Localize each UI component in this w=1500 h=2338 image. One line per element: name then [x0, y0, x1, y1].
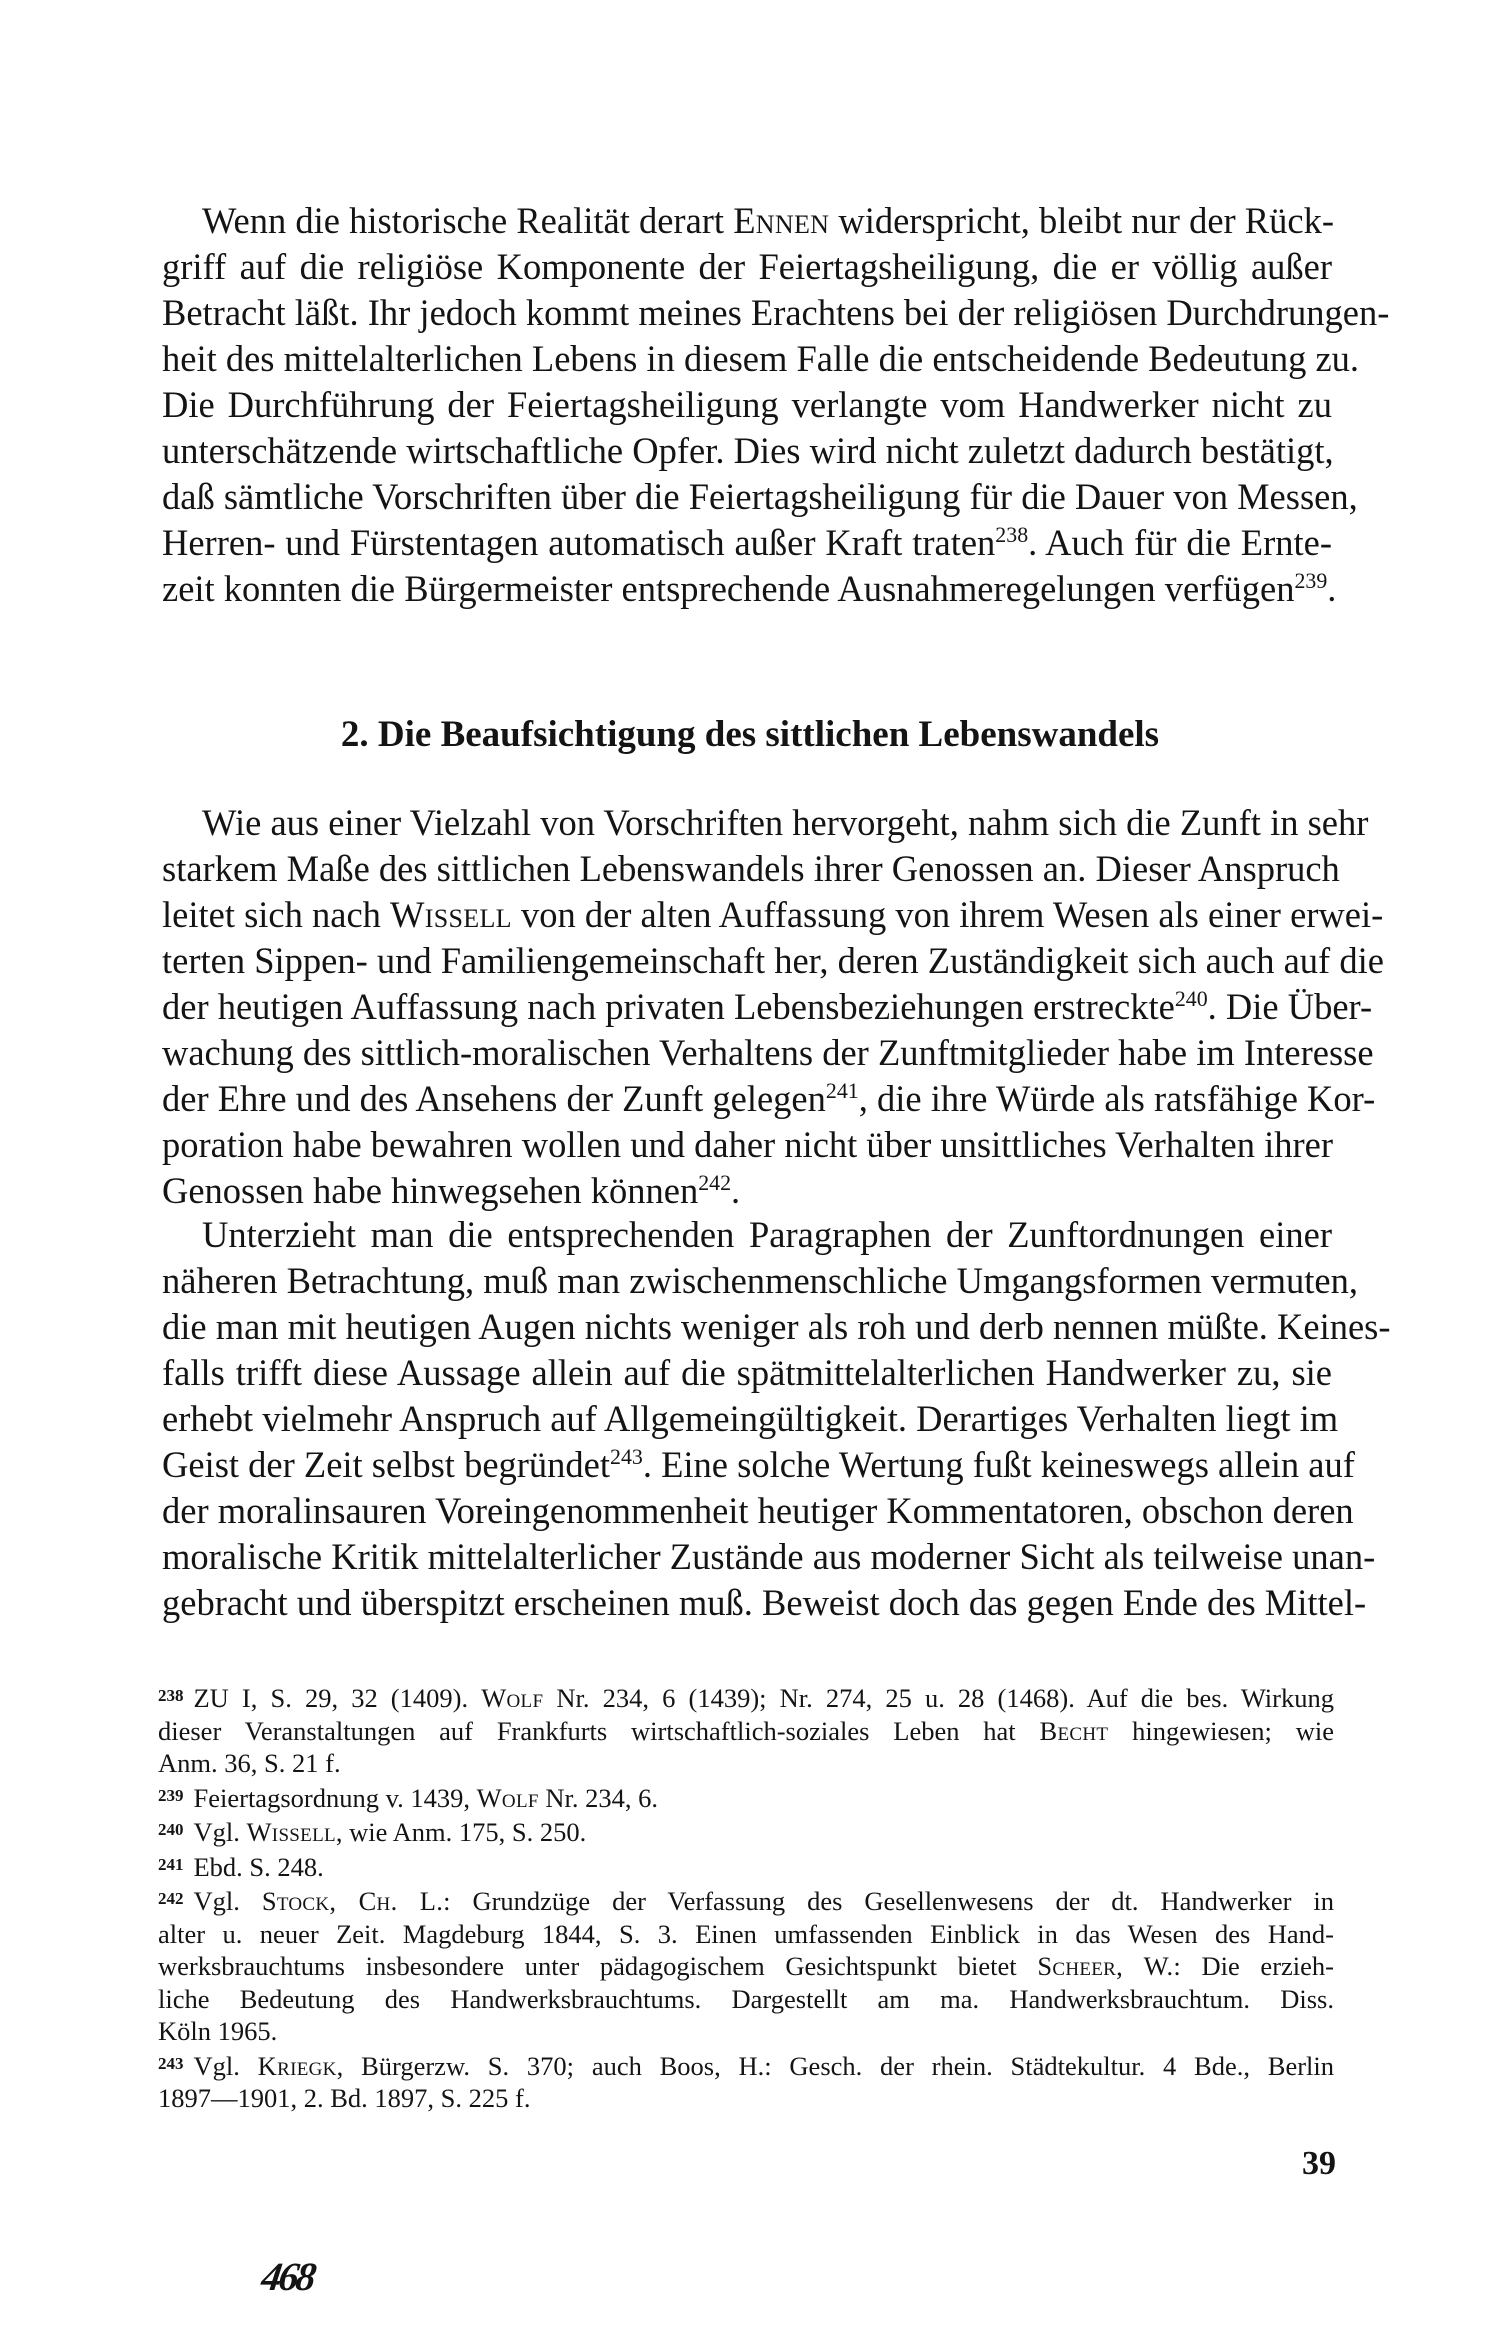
paragraph-lebenswandel	[162, 800, 1384, 1214]
footnote-line: liche Bedeutung des Handwerksbrauchtums. Dargestellt am ma. Handwerksbrauchtum. Diss.	[158, 1983, 1334, 2014]
paragraph-feiertagsheiligung	[162, 198, 1390, 612]
footnote-line: dieser Veranstaltungen auf Frankfurts wirtschaftlich-soziales Leben hat Becht hingewiesen; wie	[158, 1715, 1335, 1746]
text-line: gebracht und überspitzt erscheinen muß. Beweist doch das gegen Ende des Mittel-	[162, 1582, 1367, 1623]
author-name: Wissell	[390, 894, 512, 935]
author-name: Stock, Ch. L.	[261, 1886, 444, 1916]
footnote-ref: 243	[610, 1443, 643, 1469]
text-line: Herren- und Fürstentagen automatisch außer Kraft traten$^{238}$. Auch für die Ernte-	[162, 521, 1332, 563]
text-line: Betracht läßt. Ihr jedoch kommt meines Erachtens bei der religiösen Durchdrungen-	[162, 292, 1390, 333]
footnote-line: Anm. 36, S. 21 f.	[158, 1748, 341, 1778]
footnote-ref: 238	[995, 521, 1029, 547]
author-name: Becht	[1039, 1715, 1109, 1746]
footnote-241	[158, 1849, 1334, 1884]
handwritten-stamp: 468	[258, 2254, 317, 2299]
footnote-ref: 239	[1294, 567, 1328, 593]
text-line: daß sämtliche Vorschriften über die Feiertagsheiligung für die Dauer von Messen,	[162, 476, 1358, 517]
footnote-line: $^{241}$ Ebd. S. 248.	[158, 1851, 324, 1882]
author-name: Ennen	[733, 200, 830, 241]
text-line: falls trifft diese Aussage allein auf die spätmittelalterlichen Handwerker zu, sie	[162, 1352, 1332, 1393]
author-name: Kriegk	[257, 2050, 337, 2081]
footnote-line: werksbrauchtums insbesondere unter pädagogischem Gesichtspunkt bietet Scheer, W.: Die erzieh-	[158, 1951, 1334, 1981]
text-line: Wenn die historische Realität derart Ennen widerspricht, bleibt nur der Rück-	[202, 200, 1334, 241]
text-line: der heutigen Auffassung nach privaten Lebensbeziehungen erstreckte$^{240}$. Die Über-	[162, 985, 1373, 1027]
footnote-line: $^{239}$ Feiertagsordnung v. 1439, Wolf Nr. 234, 6.	[158, 1782, 658, 1813]
text-line: wachung des sittlich-moralischen Verhaltens der Zunftmitglieder habe im Interesse	[162, 1032, 1374, 1073]
text-line: Genossen habe hinwegsehen können$^{242}$.	[162, 1169, 741, 1211]
text-line: unterschätzende wirtschaftliche Opfer. Dies wird nicht zuletzt dadurch bestätigt,	[162, 430, 1334, 471]
author-name: Scheer, W.	[1037, 1951, 1174, 1981]
author-name: Wissell	[246, 1817, 336, 1847]
text-line: der moralinsauren Voreingenommenheit heutiger Kommentatoren, obschon deren	[162, 1490, 1354, 1531]
footnote-number: 238	[158, 1686, 184, 1705]
footnote-line: $^{238}$ ZU I, S. 29, 32 (1409). Wolf Nr. 234, 6 (1439); Nr. 274, 25 u. 28 (1468). Auf die bes. Wirkung	[158, 1683, 1334, 1713]
text-line: terten Sippen- und Familiengemeinschaft her, deren Zuständigkeit sich auch auf die	[162, 940, 1384, 981]
footnote-239	[158, 1780, 1334, 1815]
footnotes	[158, 1680, 1334, 2115]
footnote-ref: 240	[1174, 985, 1208, 1011]
page-number: 39	[1302, 2145, 1336, 2182]
footnote-238	[158, 1680, 1334, 1780]
text-line: poration habe bewahren wollen und daher nicht über unsittliches Verhalten ihrer	[162, 1124, 1333, 1165]
text-line: heit des mittelalterlichen Lebens in diesem Falle die entscheidende Bedeutung zu.	[162, 338, 1360, 379]
paragraph-zunftordnungen	[162, 1212, 1391, 1626]
text-line: zeit konnten die Bürgermeister entsprechende Ausnahmeregelungen verfügen$^{239}$.	[162, 567, 1337, 609]
author-name: Wolf	[481, 1683, 544, 1713]
footnote-number: 240	[158, 1820, 184, 1839]
author-name: Wolf	[476, 1782, 539, 1813]
footnote-ref: 242	[698, 1169, 732, 1195]
footnote-242	[158, 1883, 1334, 2048]
text-line: leitet sich nach Wissell von der alten Auffassung von ihrem Wesen als einer erwei-	[162, 894, 1384, 935]
text-line: starkem Maße des sittlichen Lebenswandels ihrer Genossen an. Dieser Anspruch	[162, 848, 1340, 889]
text-line: näheren Betrachtung, muß man zwischenmenschliche Umgangsformen vermuten,	[162, 1260, 1358, 1301]
footnote-line: 1897—1901, 2. Bd. 1897, S. 225 f.	[158, 2083, 531, 2113]
section-heading: 2. Die Beaufsichtigung des sittlichen Lebenswandels	[340, 714, 1160, 755]
text-line: erhebt vielmehr Anspruch auf Allgemeingültigkeit. Derartiges Verhalten liegt im	[162, 1398, 1339, 1439]
footnote-number: 243	[158, 2053, 184, 2073]
footnote-number: 241	[158, 1854, 184, 1874]
text-line: Unterzieht man die entsprechenden Paragraphen der Zunftordnungen einer	[202, 1214, 1332, 1255]
footnote-line: Köln 1965.	[158, 2016, 278, 2046]
footnote-line: $^{243}$ Vgl. Kriegk, Bürgerzw. S. 370; auch Boos, H.: Gesch. der rhein. Städtekultur. 4 Bde., Berlin	[158, 2050, 1335, 2081]
text-line: Wie aus einer Vielzahl von Vorschriften hervorgeht, nahm sich die Zunft in sehr	[202, 802, 1369, 843]
text-line: griff auf die religiöse Komponente der Feiertagsheiligung, die er völlig außer	[162, 246, 1332, 287]
footnote-line: $^{242}$ Vgl. Stock, Ch. L.: Grundzüge der Verfassung des Gesellenwesens der dt. Handwerker in	[158, 1886, 1334, 1916]
footnote-number: 242	[158, 1889, 184, 1908]
text-line: die man mit heutigen Augen nichts weniger als roh und derb nennen müßte. Keines-	[162, 1306, 1391, 1347]
footnote-line: $^{240}$ Vgl. Wissell, wie Anm. 175, S. 250.	[158, 1817, 587, 1847]
footnote-243	[158, 2048, 1334, 2115]
footnote-240	[158, 1814, 1334, 1849]
text-line: Die Durchführung der Feiertagsheiligung verlangte vom Handwerker nicht zu	[162, 384, 1332, 425]
footnote-number: 239	[158, 1785, 184, 1805]
footnote-line: alter u. neuer Zeit. Magdeburg 1844, S. 3. Einen umfassenden Einblick in das Wesen des Hand-	[158, 1918, 1334, 1949]
text-line: Geist der Zeit selbst begründet$^{243}$. Eine solche Wertung fußt keineswegs allein auf	[162, 1443, 1355, 1485]
footnote-ref: 241	[825, 1077, 859, 1103]
text-line: moralische Kritik mittelalterlicher Zustände aus moderner Sicht als teilweise unan-	[162, 1536, 1376, 1577]
text-line: der Ehre und des Ansehens der Zunft gelegen$^{241}$, die ihre Würde als ratsfähige Kor-	[162, 1077, 1376, 1119]
